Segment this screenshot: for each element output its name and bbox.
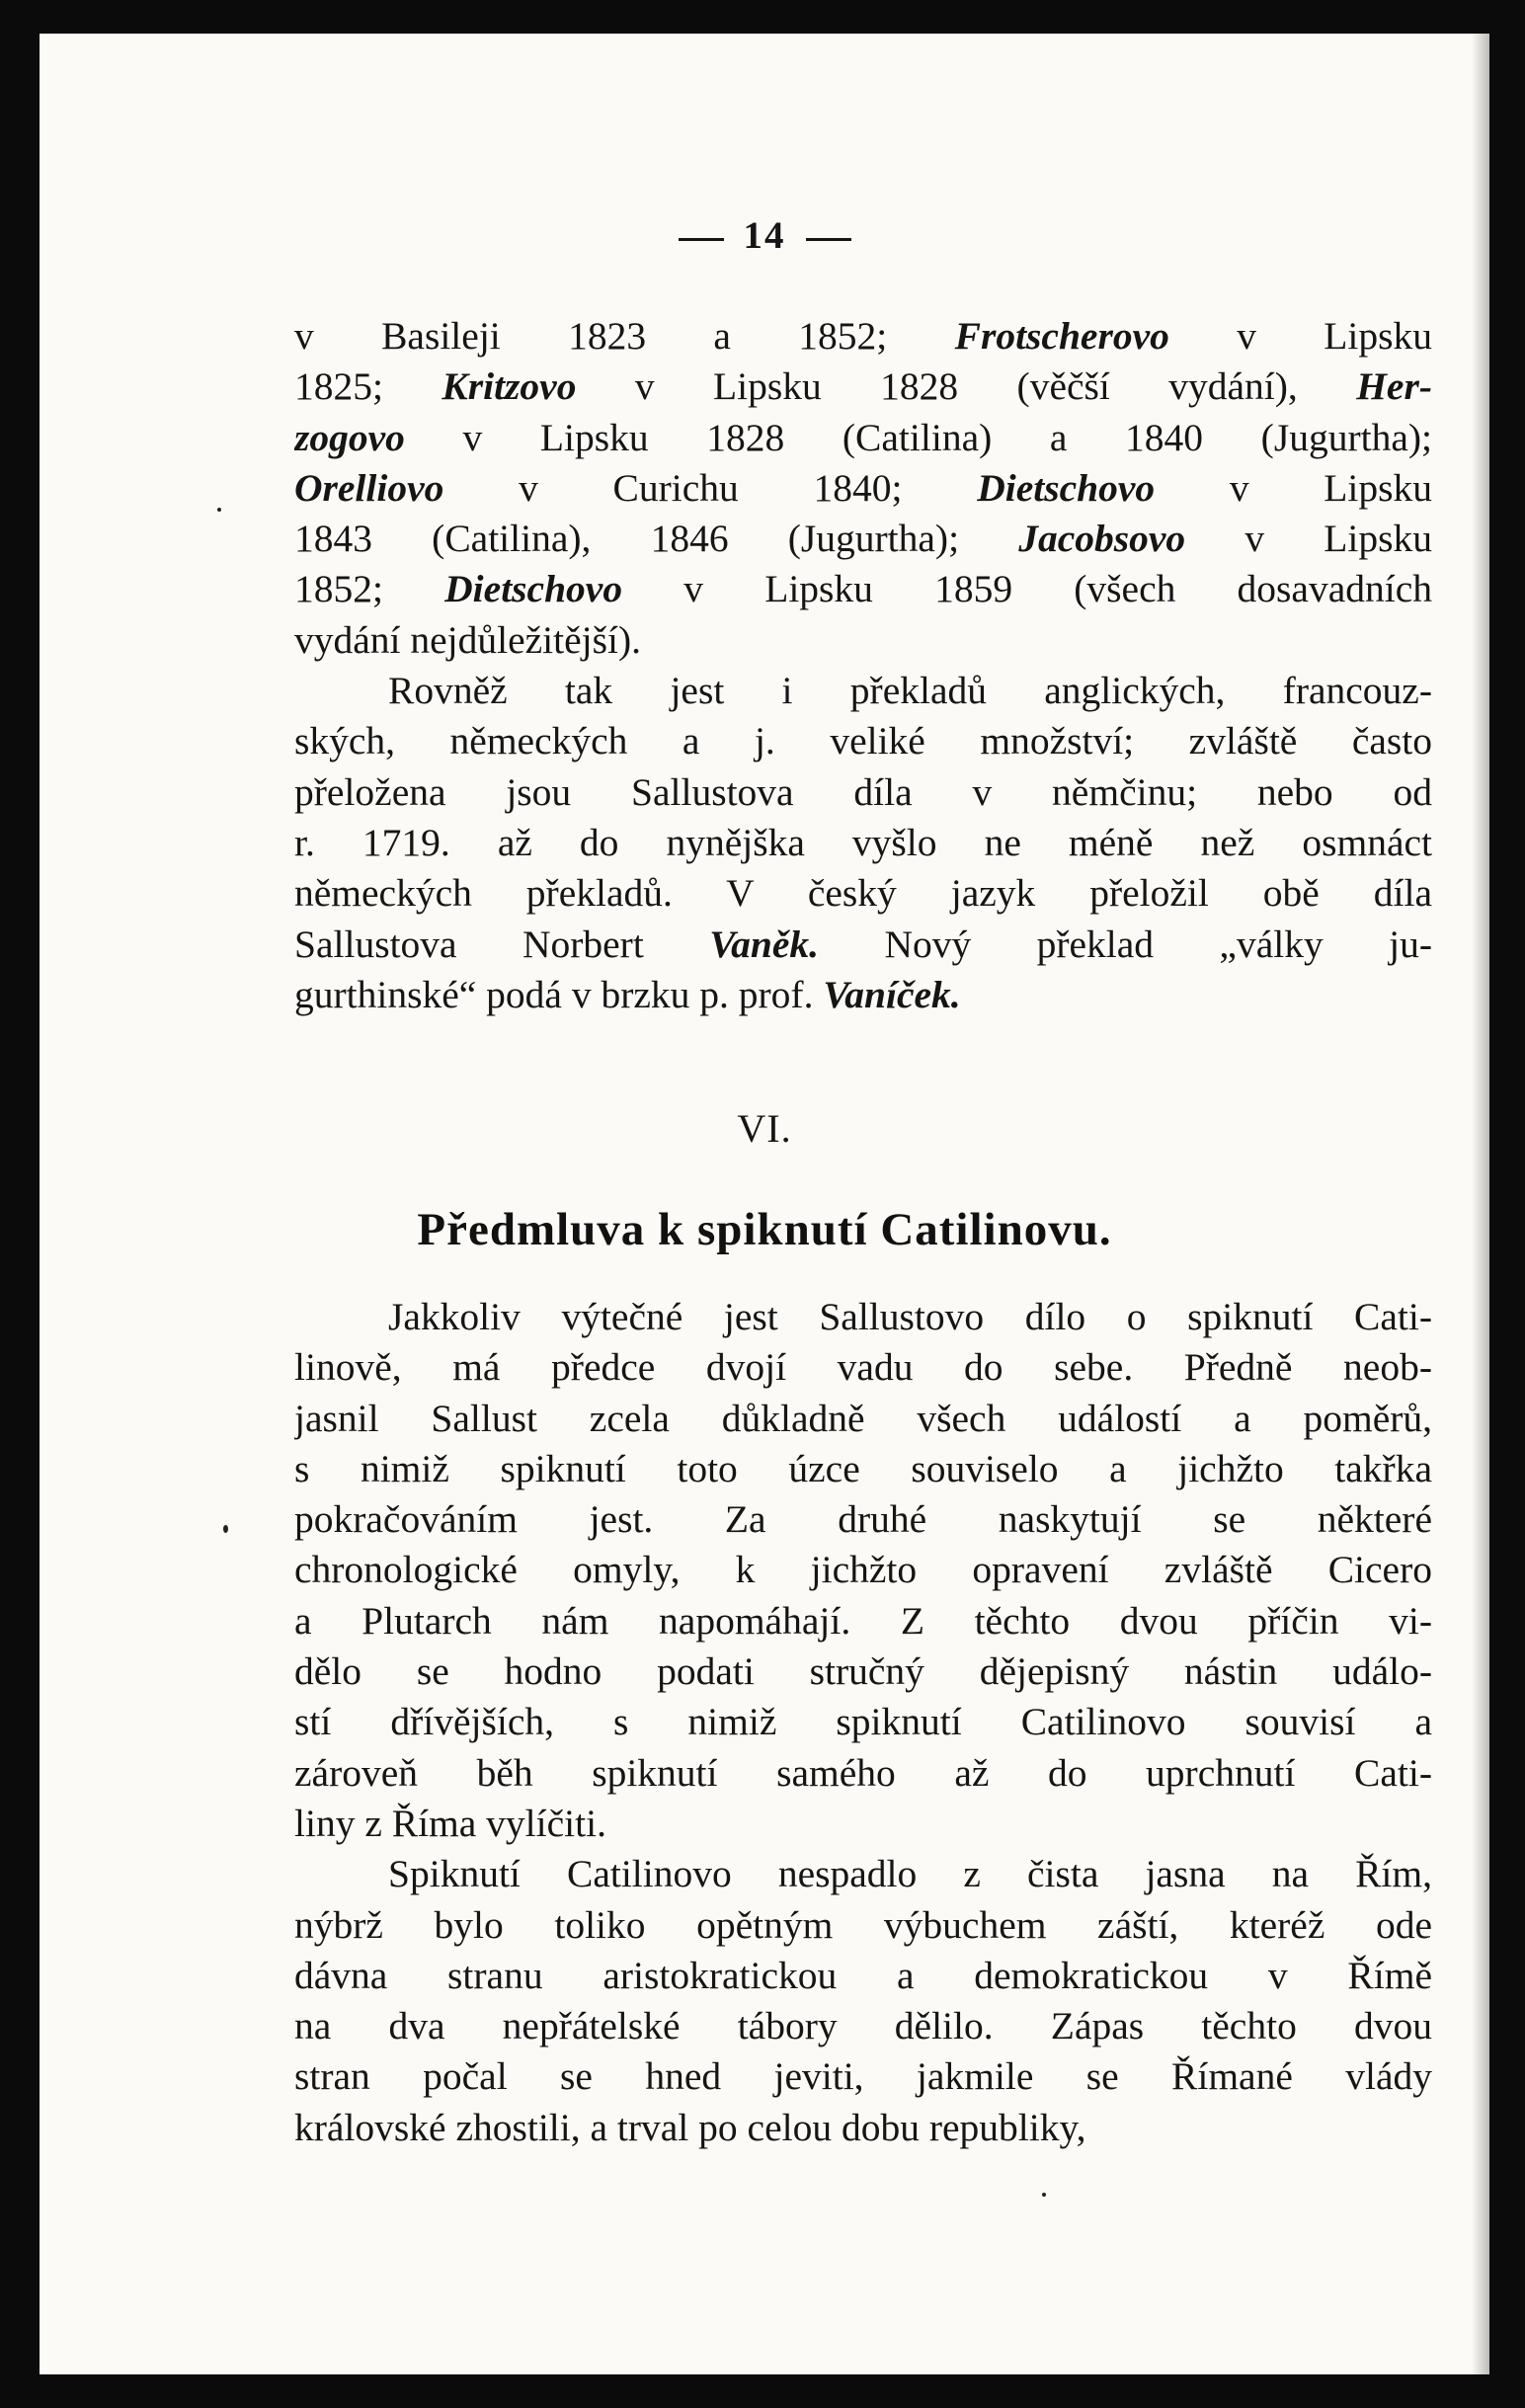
italic-name: Frotscherovo: [954, 314, 1169, 358]
text-line: [294, 2103, 1432, 2153]
text-line: [294, 1494, 1432, 1545]
italic-name: Jacobsovo: [1018, 517, 1186, 561]
text-run: Jakkoliv výtečné jest Sallustovo dílo o spiknutí Cati-: [388, 1295, 1432, 1338]
italic-name: Orelliovo: [294, 465, 444, 510]
paragraph-conspiracy-origin: [294, 1849, 1432, 2153]
text-line: [294, 1697, 1432, 1747]
scan-speck: [217, 508, 221, 512]
text-run: ských, německých a j. veliké množství; zvláště často: [294, 719, 1432, 763]
italic-name: Kritzovo: [441, 364, 577, 409]
text-run: 1852;: [294, 567, 445, 611]
italic-name: zogovo: [294, 415, 405, 459]
text-line: [294, 767, 1432, 818]
italic-name: Dietschovo: [977, 465, 1156, 510]
text-line: [294, 1292, 1432, 1342]
text-line: [294, 2001, 1432, 2051]
paragraph-preface-intro: [294, 1292, 1432, 1849]
text-line: [294, 868, 1432, 919]
text-line: [294, 970, 1432, 1020]
text-line: [294, 1596, 1432, 1646]
text-run: dělo se hodno podati stručný dějepisný nástin událo-: [294, 1649, 1432, 1694]
text-run: Nový překlad „války ju-: [819, 922, 1432, 966]
italic-name: Dietschovo: [444, 567, 623, 611]
text-line: [294, 1545, 1432, 1595]
italic-name: Vaněk.: [709, 922, 820, 966]
text-line: [294, 2051, 1432, 2102]
page-number: [40, 213, 1489, 258]
text-line: [294, 666, 1432, 716]
page-number-dash-right: [806, 238, 851, 241]
text-run: 1825;: [294, 364, 442, 409]
text-run: Rovněž tak jest i překladů anglických, francouz-: [388, 669, 1432, 713]
text-line: [294, 564, 1432, 614]
italic-name: Vaníček.: [823, 972, 961, 1016]
text-block-editions-translations: [294, 311, 1432, 1020]
text-line: [294, 1444, 1432, 1494]
italic-name: Her-: [1356, 364, 1432, 409]
text-run: v Lipsku 1828 (Catilina) a 1840 (Jugurtha);: [404, 415, 1432, 459]
text-run: na dva nepřátelské tábory dělilo. Zápas těchto dvou: [294, 2004, 1432, 2048]
text-line: [294, 716, 1432, 766]
text-run: pokračováním jest. Za druhé naskytují se některé: [294, 1497, 1432, 1542]
text-line: [294, 514, 1432, 564]
text-run: přeložena jsou Sallustova díla v němčinu; nebo od: [294, 769, 1432, 814]
text-line: [294, 1951, 1432, 2001]
text-line: [294, 818, 1432, 868]
text-run: gurthinské“ podá v brzku p. prof.: [294, 972, 824, 1016]
text-run: linově, má předce dvojí vadu do sebe. Předně neob-: [294, 1345, 1432, 1390]
text-line: [294, 1849, 1432, 1899]
text-run: v Basileji 1823 a 1852;: [294, 314, 955, 358]
text-line: [294, 1394, 1432, 1444]
text-line: [294, 463, 1432, 514]
text-run: královské zhostili, a trval po celou dobu republiky,: [294, 2105, 1086, 2149]
text-run: v Lipsku 1828 (věčší vydání),: [576, 364, 1357, 409]
text-line: [294, 1646, 1432, 1697]
text-run: jasnil Sallust zcela důkladně všech událostí a poměrů,: [294, 1396, 1432, 1440]
text-line: [294, 1342, 1432, 1393]
text-run: vydání nejdůležitější).: [294, 617, 642, 662]
paragraph-editions: [294, 311, 1432, 666]
text-line: [294, 361, 1432, 412]
text-run: v Lipsku: [1168, 314, 1432, 358]
text-run: s nimiž spiknutí toto úzce souviselo a jichžto takřka: [294, 1446, 1432, 1490]
section-number: VI.: [737, 1106, 792, 1151]
paragraph-translations: [294, 666, 1432, 1020]
text-run: nýbrž bylo toliko opětným výbuchem záští, kteréž ode: [294, 1902, 1432, 1947]
text-run: 1843 (Catilina), 1846 (Jugurtha);: [294, 517, 1019, 561]
text-run: chronologické omyly, k jichžto opravení zvláště Cicero: [294, 1548, 1432, 1592]
text-line: [294, 1900, 1432, 1951]
text-run: v Lipsku: [1185, 517, 1432, 561]
text-run: a Plutarch nám napomáhají. Z těchto dvou příčin vi-: [294, 1598, 1432, 1643]
text-line: [294, 311, 1432, 361]
text-run: dávna stranu aristokratickou a demokratickou v Římě: [294, 1953, 1432, 1997]
page-number-dash-left: [679, 238, 724, 241]
text-line: [294, 413, 1432, 463]
text-line: [294, 1799, 1432, 1849]
text-run: r. 1719. až do nynějška vyšlo ne méně než osmnáct: [294, 820, 1432, 864]
text-line: [294, 920, 1432, 970]
scan-speck: [1042, 2193, 1046, 2197]
text-run: zároveň běh spiknutí samého až do uprchnutí Cati-: [294, 1750, 1432, 1795]
text-run: Sallustova Norbert: [294, 922, 710, 966]
text-block-preface: [294, 1292, 1432, 2153]
text-run: Spiknutí Catilinovo nespadlo z čista jasna na Řím,: [388, 1852, 1432, 1896]
text-run: stran počal se hned jeviti, jakmile se Římané vlády: [294, 2054, 1432, 2099]
page-number-value: 14: [743, 214, 786, 257]
text-run: v Lipsku: [1155, 465, 1432, 510]
book-page: [40, 34, 1489, 2374]
text-run: stí dřívějších, s nimiž spiknutí Catilinovo souvisí a: [294, 1700, 1432, 1744]
text-line: [294, 615, 1432, 666]
text-line: [294, 1748, 1432, 1799]
scan-speck: [223, 1525, 228, 1533]
text-run: v Curichu 1840;: [443, 465, 978, 510]
text-run: liny z Říma vylíčiti.: [294, 1801, 606, 1845]
section-title: Předmluva k spiknutí Catilinovu.: [417, 1204, 1112, 1255]
text-run: německých překladů. V český jazyk přeložil obě díla: [294, 871, 1432, 916]
text-run: v Lipsku 1859 (všech dosavadních: [622, 567, 1432, 611]
